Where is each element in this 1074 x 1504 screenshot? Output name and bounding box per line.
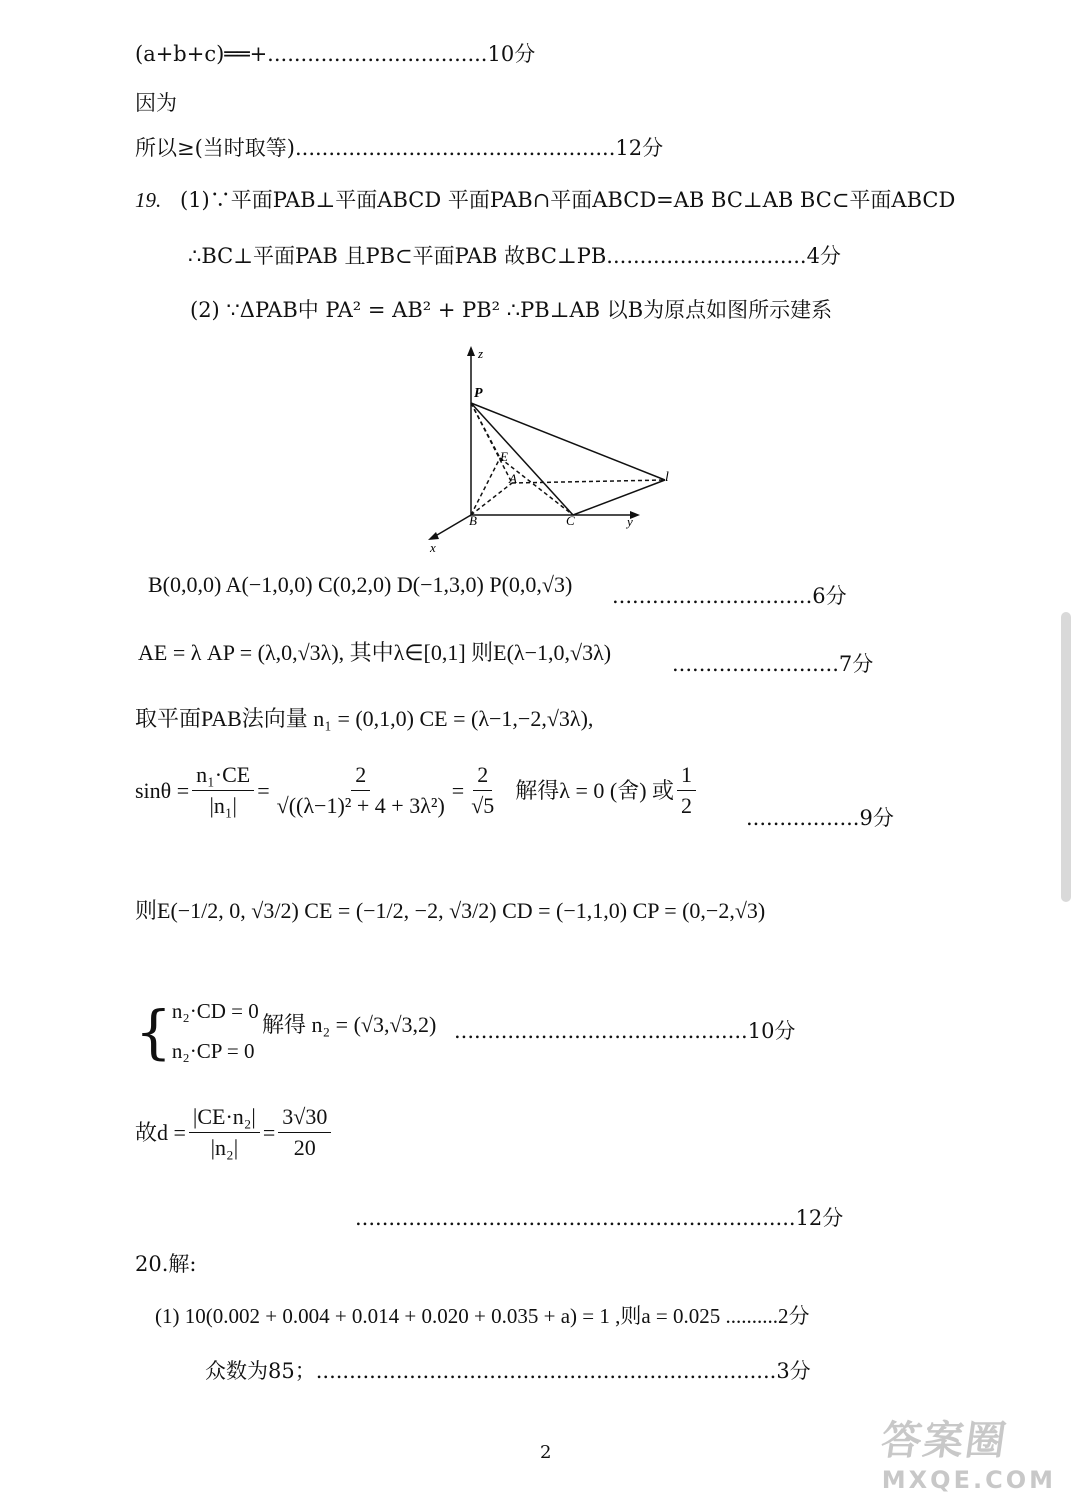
system-eq-1: n₂·CD = 0 xyxy=(171,999,259,1023)
label-b: B xyxy=(469,513,477,528)
label-y: y xyxy=(627,514,633,529)
label-x: x xyxy=(430,540,436,555)
label-p: P xyxy=(474,386,483,401)
q19-number: 19. xyxy=(135,188,162,212)
half-num: 1 xyxy=(677,762,696,791)
distance-equation xyxy=(135,1104,334,1162)
d-frac-2-den: 20 xyxy=(293,1135,316,1161)
edge-cd xyxy=(573,480,665,515)
ae-score: .........................7分 xyxy=(672,652,874,676)
edge-ad xyxy=(512,480,665,483)
system-brace: { xyxy=(135,997,172,1066)
equals-1: = xyxy=(257,777,270,803)
edge-pd xyxy=(471,403,665,480)
scrollbar-thumb[interactable] xyxy=(1061,612,1071,902)
normal-line: 取平面PAB法向量 n₁ = (0,1,0) CE = (λ−1,−2,√3λ), xyxy=(135,706,594,731)
sin-frac-2-num: 2 xyxy=(351,762,370,791)
system-score: ............................................10分 xyxy=(454,1019,796,1043)
sin-score: .................9分 xyxy=(746,806,894,830)
q20-mode: 众数为85；.....................................................................3分 xyxy=(205,1359,811,1383)
half-den: 2 xyxy=(681,793,693,819)
watermark-url: MXQE.COM xyxy=(881,1466,1056,1494)
label-a: A xyxy=(509,471,517,486)
edge-ba xyxy=(471,483,512,515)
line-1: (a+b+c)══+.................................10分 xyxy=(135,42,536,66)
watermark-logo xyxy=(878,1409,1056,1494)
label-e: E xyxy=(500,449,508,464)
x-axis xyxy=(432,515,471,538)
coordinate-figure xyxy=(420,340,690,555)
label-z: z xyxy=(478,346,484,361)
sin-frac-1 xyxy=(192,762,254,820)
sin-left: sinθ = xyxy=(135,777,190,803)
distance-score: ..................................................................12分 xyxy=(355,1206,844,1230)
d-left: 故d = xyxy=(135,1119,186,1145)
edge-ec xyxy=(500,458,573,515)
sin-frac-3-den: √5 xyxy=(471,793,495,819)
d-frac-2 xyxy=(278,1104,331,1162)
z-arrow xyxy=(467,346,475,356)
q20-heading: 20.解: xyxy=(135,1252,197,1276)
sin-frac-3-num: 2 xyxy=(473,762,492,791)
ae-line: AE = λ AP = (λ,0,√3λ), 其中λ∈[0,1] 则E(λ−1,0,√3λ) xyxy=(138,640,612,665)
d-frac-1 xyxy=(189,1104,260,1162)
label-d: l xyxy=(665,470,669,485)
q19-part1-conclusion: ∴BC⊥平面PAB 且PB⊂平面PAB 故BC⊥PB..............................4分 xyxy=(188,244,841,268)
sin-equation xyxy=(135,762,699,820)
system-eq-2: n₂·CP = 0 xyxy=(171,1038,255,1063)
d-frac-2-num: 3√30 xyxy=(278,1104,331,1133)
q19-part2: (2) ∵ΔPAB中 PA² = AB² + PB² ∴PB⊥AB 以B为原点如图所示建系 xyxy=(190,298,833,322)
line-2: 因为 xyxy=(135,91,177,115)
then-e-line: 则E(−1/2, 0, √3/2) CE = (−1/2, −2, √3/2) CD = (−1,1,0) CP = (0,−2,√3) xyxy=(135,898,766,923)
page-number: 2 xyxy=(540,1442,552,1463)
edge-pc xyxy=(471,403,573,515)
q20-part1: (1) 10(0.002 + 0.004 + 0.014 + 0.020 + 0.035 + a) = 1 ,则a = 0.025 ..........2分 xyxy=(155,1304,810,1328)
half-frac xyxy=(677,762,696,820)
d-frac-1-num: |CE·n₂| xyxy=(189,1104,260,1133)
q19-part1: (1)∵平面PAB⊥平面ABCD 平面PAB∩平面ABCD=AB BC⊥AB BC⊂平面ABCD xyxy=(180,188,956,212)
edge-be xyxy=(471,458,500,515)
sin-solve: 解得λ = 0 (舍) 或 xyxy=(515,777,675,803)
line-3: 所以≥(当时取等)................................................12分 xyxy=(135,136,664,160)
sin-frac-3 xyxy=(467,762,498,820)
sin-frac-2 xyxy=(273,762,449,820)
watermark-main: 答案圈 xyxy=(878,1418,1011,1464)
equation-system xyxy=(135,992,259,1072)
d-frac-1-den: |n₂| xyxy=(210,1135,239,1161)
d-equals: = xyxy=(262,1119,276,1145)
edge-pa xyxy=(471,403,512,483)
equals-2: = xyxy=(451,777,465,803)
sin-frac-1-den: |n₁| xyxy=(209,793,237,819)
sin-frac-2-den: √((λ−1)² + 4 + 3λ²) xyxy=(276,793,445,819)
sin-frac-1-num: n₁·CE xyxy=(192,762,254,791)
system-solution: 解得 n₂ = (√3,√3,2) xyxy=(262,1012,437,1037)
coords-line: B(0,0,0) A(−1,0,0) C(0,2,0) D(−1,3,0) P(0,0,√3) xyxy=(148,572,573,597)
coords-score: ..............................6分 xyxy=(612,584,847,608)
label-c: C xyxy=(566,513,575,528)
x-arrow xyxy=(428,532,439,540)
